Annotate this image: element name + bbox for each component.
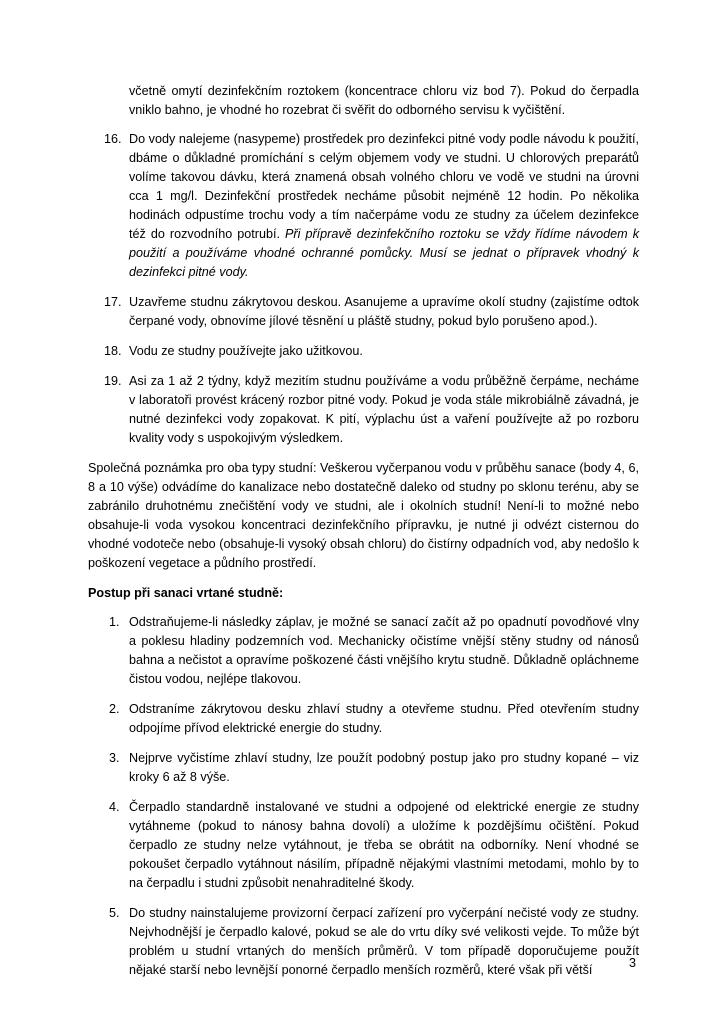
list-item bbox=[88, 130, 639, 282]
vrtana-list bbox=[88, 613, 639, 980]
list-item-number: 18. bbox=[104, 344, 122, 358]
list-item-number: 1. bbox=[109, 615, 120, 629]
page-number: 3 bbox=[629, 956, 637, 970]
list-item-text: Vodu ze studny používejte jako užitkovou. bbox=[129, 344, 363, 358]
list-item bbox=[88, 613, 639, 689]
list-item-text: Odstraníme zákrytovou desku zhlaví studny a otevřeme studnu. Před otevřením studny odpojíme přívod elektrické energie do studny. bbox=[129, 702, 639, 735]
list-item-text: Do vody nalejeme (nasypeme) prostředek pro dezinfekci pitné vody podle návodu k použití, dbáme o důkladné promíchání s celým objemem vody ve studni. U chlorových preparátů volíme takovou dávku, která znamená obsah volného chloru ve vodě ve studni na úrovni cca 1 mg/l. Dezinfekční prostředek necháme působit nejméně 12 hodin. Po několika hodinách odpustíme trochu vody a tím načerpáme vodu ze studny za účelem dezinfekce též do rozvodního potrubí. bbox=[129, 132, 639, 241]
kopana-list bbox=[88, 130, 639, 448]
section-heading: Postup při sanaci vrtané studně: bbox=[88, 586, 284, 600]
list-item-text: Uzavřeme studnu zákrytovou deskou. Asanujeme a upravíme okolí studny (zajistíme odtok čerpané vody, obnovíme jílové těsnění u pláště studny, pokud bylo porušeno apod.). bbox=[129, 295, 639, 328]
list-item-number: 17. bbox=[104, 295, 122, 309]
list-item bbox=[88, 372, 639, 448]
list-item-number: 3. bbox=[109, 751, 120, 765]
continuation-paragraph: včetně omytí dezinfekčním roztokem (koncentrace chloru viz bod 7). Pokud do čerpadla vniklo bahno, je vhodné ho rozebrat či svěřit do odborného servisu k vyčištění. bbox=[129, 84, 639, 117]
list-item bbox=[88, 798, 639, 893]
list-item-text: Do studny nainstalujeme provizorní čerpací zařízení pro vyčerpání nečisté vody ze studny. Nejvhodnější je čerpadlo kalové, pokud se ale do vrtu díky své velikosti vejde. To může být problém u studní vrtaných do menších průměrů. V tom případě doporučujeme použít nějaké starší nebo levnější ponorné čerpadlo menších rozměrů, které však při větší bbox=[129, 906, 639, 977]
list-item-number: 4. bbox=[109, 800, 120, 814]
list-item-text: Asi za 1 až 2 týdny, když mezitím studnu používáme a vodu průběžně čerpáme, necháme v laboratoři provést krácený rozbor pitné vody. Pokud je voda stále mikrobiálně závadná, je nutné dezinfekci vody zopakovat. K pití, výplachu úst a vaření používejte až po rozboru kvality vody s uspokojivým výsledkem. bbox=[129, 374, 639, 445]
list-item bbox=[88, 904, 639, 980]
list-item-number: 5. bbox=[109, 906, 120, 920]
list-item-text: Odstraňujeme-li následky záplav, je možné se sanací začít až po opadnutí povodňové vlny a poklesu hladiny podzemních vod. Mechanicky očistíme vnější stěny studny od nánosů bahna a nečistot a opravíme poškozené části vnějšího krytu studně. Důkladně opláchneme čistou vodou, nejlépe tlakovou. bbox=[129, 615, 639, 686]
list-item-text: Nejprve vyčistíme zhlaví studny, lze použít podobný postup jako pro studny kopané – viz kroky 6 až 8 výše. bbox=[129, 751, 639, 784]
list-item-number: 2. bbox=[109, 702, 120, 716]
list-item bbox=[88, 293, 639, 331]
list-item-text: Čerpadlo standardně instalované ve studni a odpojené od elektrické energie ze studny vytáhneme (pokud to nánosy bahna dovolí) a uložíme k pozdějšímu očištění. Pokud čerpadlo ze studny nelze vytáhnout, je třeba se obrátit na odborníky. Není vhodné se pokoušet čerpadlo vytáhnout násilím, případně nějakými vlastními metodami, mohlo by to na čerpadlu i studni způsobit nenahraditelné škody. bbox=[129, 800, 639, 890]
list-item-number: 16. bbox=[104, 132, 122, 146]
list-item bbox=[88, 700, 639, 738]
list-item bbox=[88, 749, 639, 787]
list-item-italic-note: Při přípravě dezinfekčního roztoku se vždy řídíme návodem k použití a používáme vhodné ochranné pomůcky. Musí se jednat o přípravek vhodný k dezinfekci pitné vody. bbox=[129, 227, 639, 279]
list-item-number: 19. bbox=[104, 374, 122, 388]
common-note-paragraph: Společná poznámka pro oba typy studní: Veškerou vyčerpanou vodu v průběhu sanace (body 4, 6, 8 a 10 výše) odvádíme do kanalizace nebo dostatečně daleko od studny po sklonu terénu, aby se zabránilo druhotnému znečištění vody ve studni, ale i okolních studní! Není-li to možné nebo obsahuje-li voda vysokou koncentraci dezinfekčního přípravku, je nutné ji odvézt cisternou do vhodné vodoteče nebo (obsahuje-li vysoký obsah chloru) do čistírny odpadních vod, aby nedošlo k poškození vegetace a půdního prostředí. bbox=[88, 461, 639, 570]
page-content bbox=[88, 82, 639, 991]
list-item bbox=[88, 342, 639, 361]
